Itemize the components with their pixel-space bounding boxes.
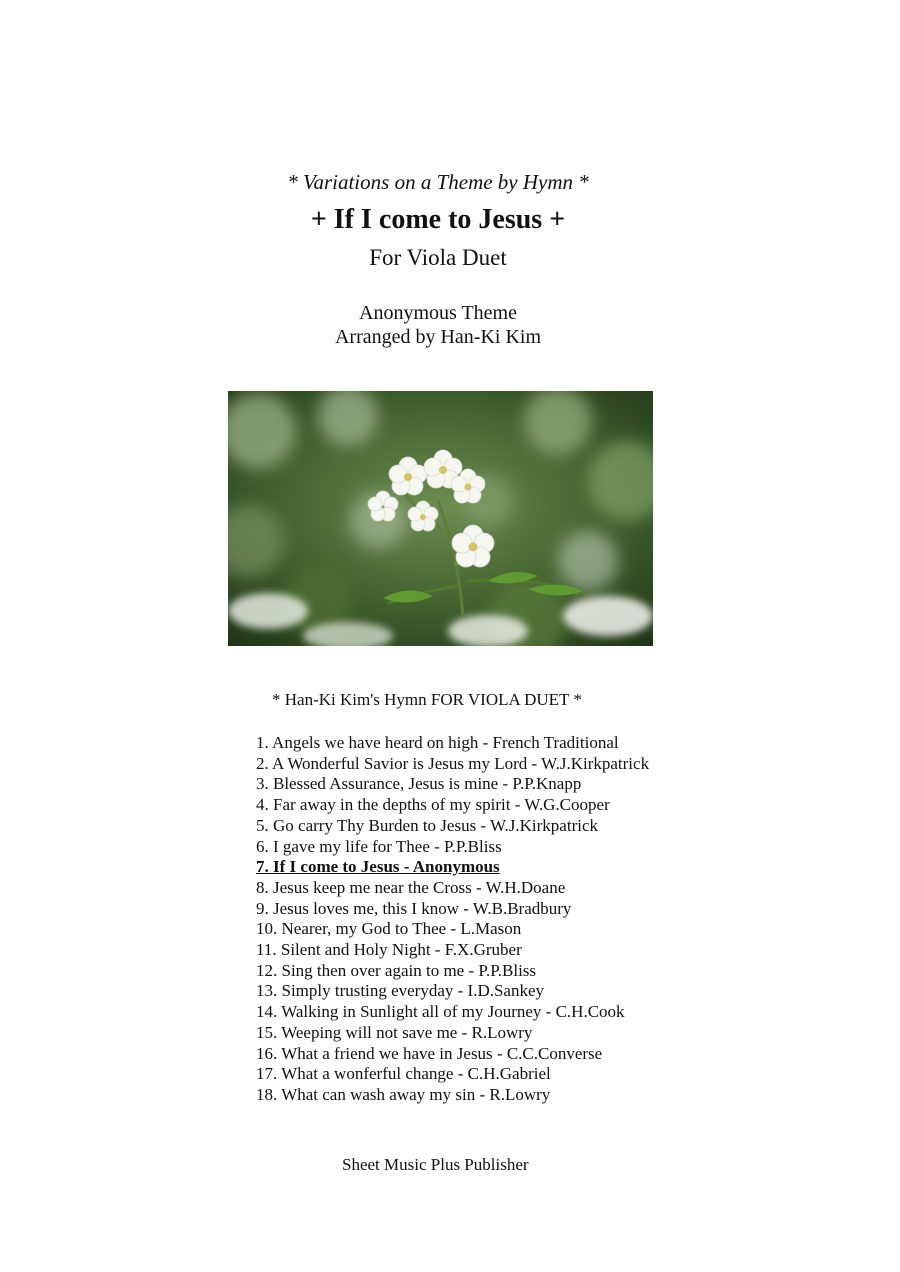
hymn-list-item: 14. Walking in Sunlight all of my Journey - C.H.Cook	[256, 1002, 625, 1022]
page-title: + If I come to Jesus +	[310, 204, 566, 235]
composer-line: Anonymous Theme	[359, 302, 517, 324]
publisher-line: Sheet Music Plus Publisher	[342, 1155, 529, 1174]
hymn-list-item: 9. Jesus loves me, this I know - W.B.Bradbury	[256, 898, 572, 918]
cover-subtitle: * Variations on a Theme by Hymn *	[287, 170, 589, 194]
series-heading: * Han-Ki Kim's Hymn FOR VIOLA DUET *	[272, 690, 582, 709]
hymn-list-item: 12. Sing then over again to me - P.P.Bliss	[256, 960, 537, 980]
hymn-list-item: 11. Silent and Holy Night - F.X.Gruber	[256, 940, 522, 960]
white-flower-cluster-photo	[228, 391, 653, 646]
hymn-list	[256, 733, 649, 1106]
hymn-list-item: 1. Angels we have heard on high - French Traditional	[256, 733, 619, 752]
hymn-list-item: 15. Weeping will not save me - R.Lowry	[256, 1022, 533, 1042]
hymn-list-item: 5. Go carry Thy Burden to Jesus - W.J.Kirkpatrick	[256, 815, 598, 835]
hymn-list-item: 8. Jesus keep me near the Cross - W.H.Doane	[256, 877, 566, 897]
arranger-line: Arranged by Han-Ki Kim	[334, 326, 542, 348]
hymn-list-item: 6. I gave my life for Thee - P.P.Bliss	[256, 836, 502, 856]
hymn-list-item-current: 7. If I come to Jesus - Anonymous	[256, 857, 500, 877]
hymn-list-item: 13. Simply trusting everyday - I.D.Sankey	[256, 981, 545, 1001]
hymn-list-item: 3. Blessed Assurance, Jesus is mine - P.P.Knapp	[256, 774, 582, 794]
hymn-list-item: 16. What a friend we have in Jesus - C.C.Converse	[256, 1043, 603, 1063]
hymn-list-item: 18. What can wash away my sin - R.Lowry	[256, 1084, 551, 1104]
hymn-list-item: 2. A Wonderful Savior is Jesus my Lord - W.J.Kirkpatrick	[256, 753, 650, 773]
hymn-list-item: 10. Nearer, my God to Thee - L.Mason	[256, 919, 522, 939]
cover-photo	[228, 391, 653, 646]
hymn-list-item: 4. Far away in the depths of my spirit - W.G.Cooper	[256, 795, 610, 815]
instrumentation-line: For Viola Duet	[369, 245, 507, 270]
hymn-list-item: 17. What a wonferful change - C.H.Gabriel	[256, 1064, 551, 1084]
